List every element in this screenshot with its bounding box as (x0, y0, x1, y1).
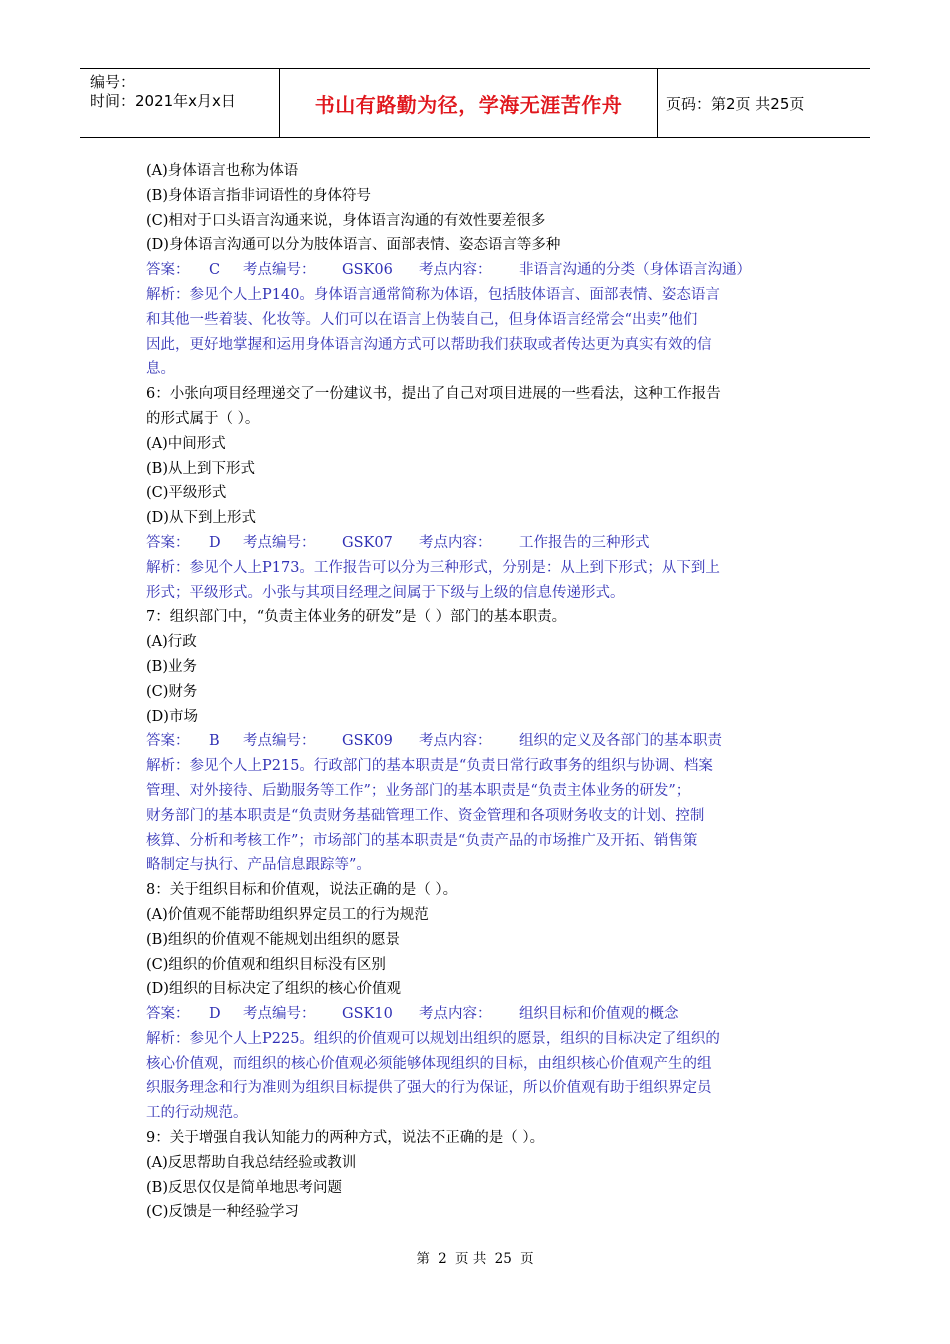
explanation-line: 解析：参见个人上P140。身体语言通常简称为体语，包括肢体语言、面部表情、姿态语言 (146, 286, 720, 303)
explanation-line: 因此，更好地掌握和运用身体语言沟通方式可以帮助我们获取或者传达更为真实有效的信 (146, 336, 712, 353)
header-time-label: 时间：2021年x月x日 (90, 92, 236, 110)
question-line: (D)市场 (146, 708, 198, 725)
topic-content-value: 组织目标和价值观的概念 (519, 1006, 679, 1023)
explanation-line: 和其他一些着装、化妆等。人们可以在语言上伪装自己，但身体语言经常会“出卖”他们 (146, 311, 698, 328)
topic-content-label: 考点内容： (419, 262, 492, 279)
topic-code-label: 考点编号： (243, 733, 316, 750)
header-meta (80, 69, 280, 137)
topic-content-value: 非语言沟通的分类（身体语言沟通） (519, 262, 751, 279)
question-line: (C)相对于口头语言沟通来说，身体语言沟通的有效性要差很多 (146, 212, 546, 229)
question-line: (C)组织的价值观和组织目标没有区别 (146, 956, 386, 973)
question-line: 8：关于组织目标和价值观，说法正确的是（ ）。 (146, 882, 458, 899)
footer-mid: 页 共 (455, 1251, 487, 1267)
header-table (80, 68, 870, 138)
topic-code-label: 考点编号： (243, 534, 316, 551)
explanation-line: 息。 (146, 361, 175, 378)
explanation-line: 织服务理念和行为准则为组织目标提供了强大的行为保证，所以价值观有助于组织界定员 (146, 1080, 712, 1097)
question-line: (B)从上到下形式 (146, 460, 255, 477)
explanation-line: 解析：参见个人上P225。组织的价值观可以规划出组织的愿景，组织的目标决定了组织的 (146, 1030, 720, 1047)
explanation-line: 核算、分析和考核工作”；市场部门的基本职责是“负责产品的市场推广及开拓、销售策 (146, 832, 698, 849)
page-footer (0, 1247, 950, 1267)
question-line: (D)身体语言沟通可以分为肢体语言、面部表情、姿态语言等多种 (146, 237, 561, 254)
topic-code-label: 考点编号： (243, 262, 316, 279)
topic-code-value: GSK09 (342, 733, 393, 750)
explanation-line: 管理、对外接待、后勤服务等工作”；业务部门的基本职责是“负责主体业务的研发”； (146, 782, 691, 799)
question-line: 6：小张向项目经理递交了一份建议书，提出了自己对项目进展的一些看法，这种工作报告 (146, 386, 721, 403)
question-line: 9：关于增强自我认知能力的两种方式，说法不正确的是（ ）。 (146, 1130, 545, 1147)
question-line: 的形式属于（ ）。 (146, 410, 260, 427)
header-motto: 书山有路勤为径，学海无涯苦作舟 (280, 69, 658, 137)
question-line: (B)反思仅仅是简单地思考问题 (146, 1179, 342, 1196)
question-line: (B)业务 (146, 658, 197, 675)
question-line: (B)身体语言指非词语性的身体符号 (146, 187, 371, 204)
answer-line (146, 1002, 816, 1027)
answer-line (146, 729, 816, 754)
question-line: (C)反馈是一种经验学习 (146, 1204, 299, 1221)
explanation-line: 财务部门的基本职责是“负责财务基础管理工作、资金管理和各项财务收支的计划、控制 (146, 807, 705, 824)
question-line: 7：组织部门中，“负责主体业务的研发”是（ ）部门的基本职责。 (146, 609, 567, 626)
header-number-label: 编号： (90, 73, 136, 91)
question-line: (C)财务 (146, 683, 198, 700)
question-line: (C)平级形式 (146, 485, 227, 502)
question-line: (D)从下到上形式 (146, 510, 256, 527)
topic-code-label: 考点编号： (243, 1006, 316, 1023)
topic-content-value: 工作报告的三种形式 (519, 534, 650, 551)
question-line: (A)行政 (146, 634, 197, 651)
answer-label: 答案： (146, 733, 190, 750)
topic-content-label: 考点内容： (419, 534, 492, 551)
footer-pre: 第 (416, 1251, 430, 1267)
answer-value: B (209, 733, 220, 750)
footer-page-number: 2 (438, 1251, 447, 1267)
question-line: (A)身体语言也称为体语 (146, 163, 299, 179)
footer-total-pages: 25 (494, 1251, 512, 1267)
topic-content-value: 组织的定义及各部门的基本职责 (519, 733, 722, 750)
topic-content-label: 考点内容： (419, 733, 492, 750)
answer-label: 答案： (146, 534, 190, 551)
explanation-line: 解析：参见个人上P173。工作报告可以分为三种形式，分别是：从上到下形式；从下到上 (146, 559, 720, 576)
answer-value: C (209, 262, 221, 279)
answer-value: D (209, 1006, 221, 1023)
question-line: (A)中间形式 (146, 435, 226, 452)
topic-code-value: GSK07 (342, 534, 393, 551)
answer-line (146, 258, 816, 283)
explanation-line: 解析：参见个人上P215。行政部门的基本职责是“负责日常行政事务的组织与协调、档案 (146, 758, 713, 775)
topic-content-label: 考点内容： (419, 1006, 492, 1023)
header-page-label: 页码：第2页 共25页 (666, 94, 805, 113)
document-body (146, 159, 816, 1225)
question-line: (B)组织的价值观不能规划出组织的愿景 (146, 931, 400, 948)
explanation-line: 形式；平级形式。小张与其项目经理之间属于下级与上级的信息传递形式。 (146, 584, 625, 601)
question-line: (A)反思帮助自我总结经验或教训 (146, 1154, 357, 1171)
topic-code-value: GSK10 (342, 1006, 393, 1023)
explanation-line: 略制定与执行、产品信息跟踪等”。 (146, 857, 371, 874)
answer-label: 答案： (146, 1006, 190, 1023)
footer-post: 页 (520, 1251, 534, 1267)
answer-label: 答案： (146, 262, 190, 279)
question-line: (A)价值观不能帮助组织界定员工的行为规范 (146, 906, 429, 923)
answer-line (146, 531, 816, 556)
question-line: (D)组织的目标决定了组织的核心价值观 (146, 981, 401, 998)
answer-value: D (209, 534, 221, 551)
explanation-line: 工的行动规范。 (146, 1105, 248, 1122)
topic-code-value: GSK06 (342, 262, 393, 279)
explanation-line: 核心价值观，而组织的核心价值观必须能够体现组织的目标，由组织核心价值观产生的组 (146, 1055, 712, 1072)
